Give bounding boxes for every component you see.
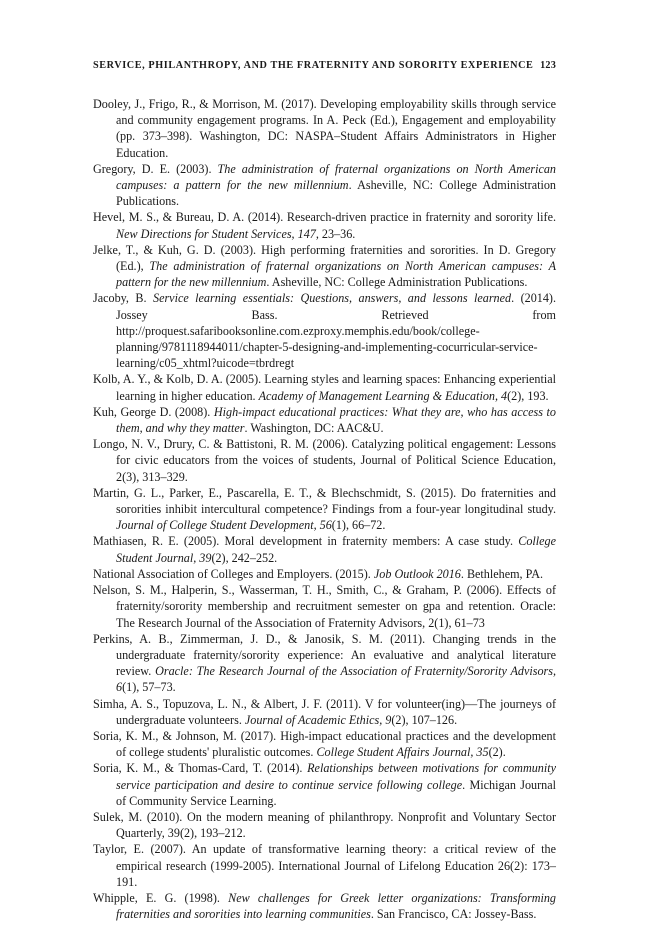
reference-list	[93, 96, 556, 922]
reference-entry-soria-thomas	[93, 760, 556, 809]
reference-text: Whipple, E. G. (1998).	[93, 890, 229, 905]
reference-italic-text: New challenges for Greek letter organizations: Transforming fraternities and sororities into learning communities	[116, 890, 556, 922]
reference-entry-hevel	[93, 209, 556, 241]
reference-text: . Asheville, NC: College Administration Publications.	[116, 178, 556, 209]
reference-text: (1), 57–73.	[122, 680, 176, 695]
reference-italic-text: Relationships between motivations for community service participation and desire to continue service following college	[116, 761, 556, 792]
reference-entry-nace	[93, 566, 556, 582]
reference-text: Martin, G. L., Parker, E., Pascarella, E. T., & Blechschmidt, S. (2015). Do fraternities and sororities inhibit intercultural competence? Findings from a four-year longitudinal study.	[93, 485, 556, 517]
reference-text: (2), 242–252.	[211, 550, 278, 565]
reference-text: Longo, N. V., Drury, C. & Battistoni, R. M. (2006). Catalyzing political engagement: Lessons for civic educators from the voices of students, Journal of Political Science Education, 2(3), 313–329.	[93, 437, 556, 484]
reference-entry-soria-johnson	[93, 728, 556, 760]
reference-entry-martin	[93, 485, 556, 534]
reference-text: Jacoby, B.	[93, 291, 153, 306]
reference-text: Simha, A. S., Topuzova, L. N., & Albert, J. F. (2011). V for volunteer(ing)—The journeys of undergraduate volunteers.	[93, 696, 556, 727]
running-title: SERVICE, PHILANTHROPY, AND THE FRATERNITY AND SORORITY EXPERIENCE	[93, 60, 534, 71]
reference-text: 23–36.	[318, 226, 356, 241]
reference-italic-text: The administration of fraternal organizations on North American campuses: A pattern for the new millennium	[116, 259, 556, 290]
reference-text: Jelke, T., & Kuh, G. D. (2003). High performing fraternities and sororities. In D. Gregory (Ed.),	[93, 242, 556, 274]
reference-text: National Association of Colleges and Employers. (2015).	[93, 566, 374, 581]
reference-text: Mathiasen, R. E. (2005). Moral development in fraternity members: A case study.	[93, 534, 519, 549]
reference-entry-taylor	[93, 841, 556, 890]
reference-text: . Michigan Journal of Community Service Learning.	[116, 777, 556, 808]
reference-entry-dooley	[93, 96, 556, 161]
reference-text: Nelson, S. M., Halperin, S., Wasserman, T. H., Smith, C., & Graham, P. (2006). Effects of fraternity/sorority membership and recruitment semester on gpa and retention. Oracle: The Research Journal of the Association of Fraternity Advisors, 2(1), 61–73	[93, 583, 556, 630]
reference-italic-text: New Directions for Student Services, 147,	[116, 226, 319, 241]
reference-text: Sulek, M. (2010). On the modern meaning of philanthropy. Nonprofit and Voluntary Sector Quarterly, 39(2), 193–212.	[93, 809, 556, 841]
reference-italic-text: Journal of College Student Development, 56	[116, 518, 332, 533]
reference-text: Dooley, J., Frigo, R., & Morrison, M. (2017). Developing employability skills through service and community engagement programs. In A. Peck (Ed.), Engagement and employability (pp. 373–398). Washington, DC: NASPA–Student Affairs Administrators in Higher Education.	[93, 97, 556, 160]
reference-entry-gregory	[93, 161, 556, 210]
reference-entry-kolb	[93, 371, 556, 403]
reference-text: . (2014). Jossey Bass. Retrieved from http://proquest.safaribooksonline.com.ezproxy.memphis.edu/book/college-planning/9781118944011/chapter-5-designing-and-implementing-cocurricular-service-learning/c05_xhtml?uicode=tbrdregt	[116, 291, 556, 371]
page-number: 123	[540, 60, 556, 71]
reference-text: Kuh, George D. (2008).	[93, 404, 214, 419]
reference-italic-text: Oracle: The Research Journal of the Association of Fraternity/Sorority Advisors, 6	[116, 664, 557, 695]
reference-entry-kuh	[93, 404, 556, 436]
reference-italic-text: The administration of fraternal organizations on North American campuses: a pattern for the new millennium	[116, 161, 556, 193]
reference-text: . Bethlehem, PA.	[460, 566, 544, 581]
reference-entry-simha	[93, 696, 556, 728]
reference-text: Taylor, E. (2007). An update of transformative learning theory: a critical review of the empirical research (1999-2005). International Journal of Lifelong Education 26(2): 173–191.	[93, 842, 556, 889]
reference-entry-whipple	[93, 890, 556, 922]
reference-entry-mathiasen	[93, 533, 556, 565]
reference-entry-longo	[93, 436, 556, 485]
reference-text: Kolb, A. Y., & Kolb, D. A. (2005). Learning styles and learning spaces: Enhancing experiential learning in higher education.	[93, 372, 556, 403]
reference-text: Gregory, D. E. (2003).	[93, 161, 218, 176]
running-header	[93, 60, 556, 71]
reference-text: (2), 193.	[507, 388, 549, 403]
reference-entry-jelke	[93, 242, 556, 291]
reference-text: Soria, K. M., & Johnson, M. (2017). High-impact educational practices and the development of college students' pluralistic outcomes.	[93, 728, 556, 760]
reference-italic-text: Job Outlook 2016	[373, 566, 461, 581]
reference-text: (2), 107–126.	[391, 712, 458, 727]
reference-text: (1), 66–72.	[331, 518, 386, 533]
reference-italic-text: College Student Affairs Journal, 35	[316, 745, 489, 760]
reference-entry-perkins	[93, 631, 556, 696]
reference-italic-text: High-impact educational practices: What they are, who has access to them, and why they matter	[116, 404, 556, 436]
reference-text: . Asheville, NC: College Administration Publications.	[266, 275, 528, 290]
reference-italic-text: Service learning essentials: Questions, answers, and lessons learned	[153, 291, 512, 306]
reference-entry-sulek	[93, 809, 556, 841]
reference-text: (2).	[488, 745, 506, 760]
reference-entry-jacoby	[93, 290, 556, 371]
reference-italic-text: College Student Journal, 39	[116, 534, 556, 565]
reference-text: . Washington, DC: AAC&U.	[244, 421, 384, 436]
reference-text: Soria, K. M., & Thomas-Card, T. (2014).	[93, 761, 308, 776]
reference-entry-nelson	[93, 582, 556, 631]
reference-text: . San Francisco, CA: Jossey-Bass.	[370, 907, 537, 922]
reference-text: Perkins, A. B., Zimmerman, J. D., & Janosik, S. M. (2011). Changing trends in the undergraduate fraternity/sorority experience: An evaluative and analytical literature review.	[93, 631, 556, 679]
reference-text: Hevel, M. S., & Bureau, D. A. (2014). Research-driven practice in fraternity and sorority life.	[93, 210, 556, 225]
reference-italic-text: Academy of Management Learning & Education, 4	[258, 388, 508, 403]
reference-italic-text: Journal of Academic Ethics, 9	[244, 712, 392, 727]
